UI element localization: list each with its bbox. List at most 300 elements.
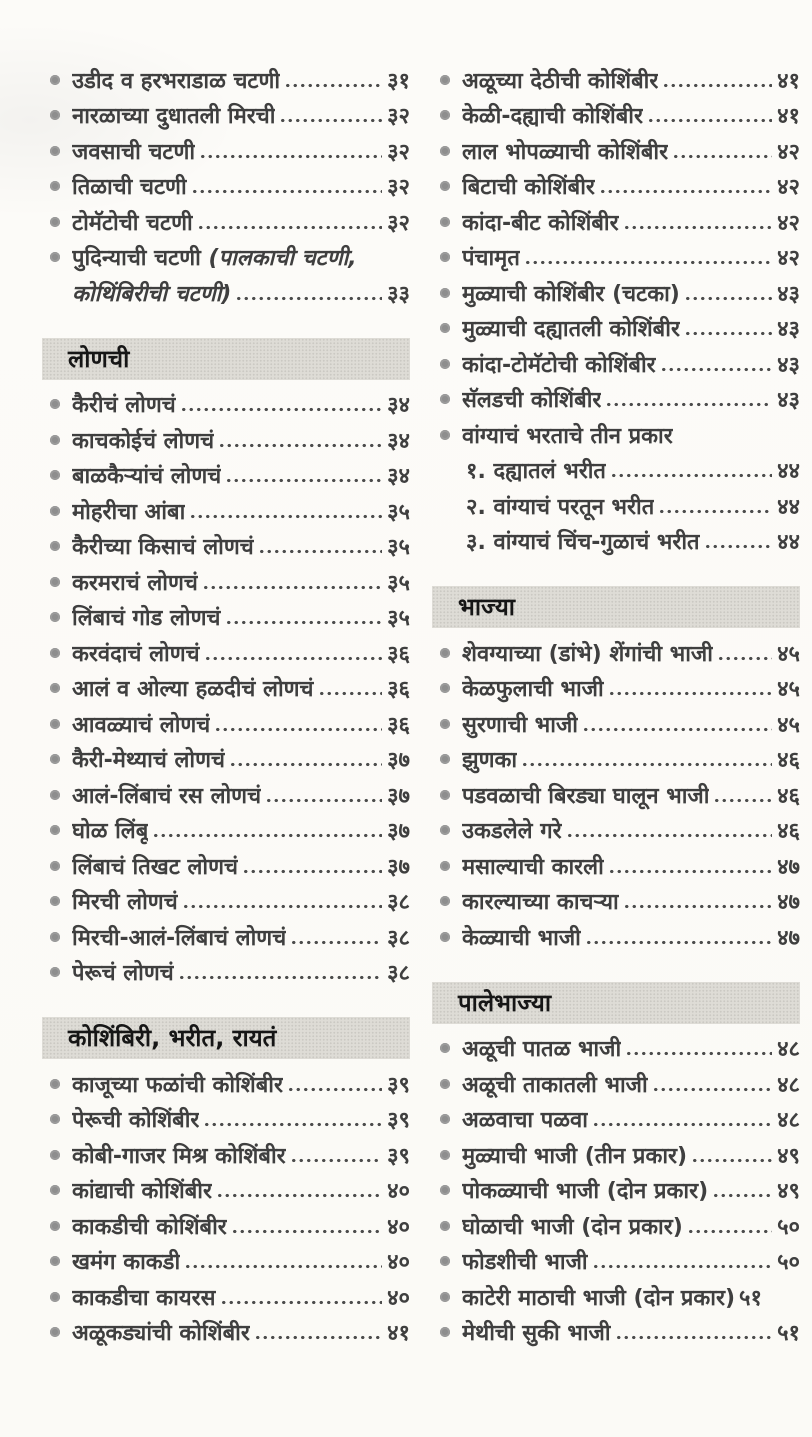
page-number: ४६ (777, 783, 800, 809)
page-number: ३२ (387, 104, 410, 130)
bullet-icon (440, 861, 450, 871)
toc-entry (42, 529, 410, 565)
toc-entry (432, 1173, 800, 1209)
entry-title: अळूची पातळ भाजी (462, 1037, 622, 1063)
dotted-leader (197, 223, 382, 232)
toc-entry (432, 813, 800, 849)
dotted-leader (204, 654, 382, 663)
bullet-icon (50, 1256, 60, 1266)
bullet-icon (50, 1114, 60, 1124)
page-number: ४५ (777, 677, 800, 703)
toc-entry (432, 706, 800, 742)
entry-title: घोळाची भाजी (दोन प्रकार) (462, 1214, 683, 1240)
dotted-leader (231, 1227, 382, 1236)
bullet-icon (50, 719, 60, 729)
dotted-leader (214, 725, 382, 734)
toc-entry (432, 1066, 800, 1102)
page-number: ४० (387, 1250, 410, 1276)
toc-entry (432, 1137, 800, 1173)
bullet-icon (440, 1292, 450, 1302)
toc-entry (432, 1279, 800, 1315)
page-number: ४१ (387, 1321, 410, 1347)
page-number: ३७ (387, 783, 410, 809)
page-number: ४४ (777, 494, 800, 520)
bullet-icon (440, 217, 450, 227)
page-number: ४२ (777, 139, 800, 165)
bullet-icon (440, 181, 450, 191)
bullet-icon (50, 146, 60, 156)
entry-title: कैरी-मेथ्याचं लोणचं (72, 748, 225, 774)
entry-title: घोळ लिंबू (72, 819, 149, 845)
page-number: ४७ (777, 854, 800, 880)
dotted-leader (524, 258, 772, 267)
dotted-leader (713, 796, 772, 805)
toc-entry (432, 62, 800, 98)
dotted-leader (691, 1156, 772, 1165)
dotted-leader (687, 1227, 772, 1236)
dotted-leader (265, 796, 382, 805)
bullet-icon (50, 932, 60, 942)
entry-title: पंचामृत (462, 246, 520, 272)
page-number: ४५ (777, 641, 800, 667)
entry-title: काकडीची कोशिंबीर (72, 1214, 227, 1240)
page-number: ४८ (777, 1108, 800, 1134)
dotted-leader (608, 689, 772, 698)
toc-entry (432, 1102, 800, 1138)
entry-title: कांदा-बीट कोशिंबीर (462, 210, 619, 236)
page-number: ४६ (777, 819, 800, 845)
entry-title: पेरूची कोशिंबीर (72, 1108, 200, 1134)
entry-title: काटेरी माठाची भाजी (दोन प्रकार) (462, 1285, 736, 1311)
dotted-leader (279, 116, 382, 125)
bullet-icon (50, 399, 60, 409)
bullet-icon (440, 1043, 450, 1053)
entry-title: काजूच्या फळांची कोशिंबीर (72, 1072, 283, 1098)
bullet-icon (440, 75, 450, 85)
toc-entry (42, 884, 410, 920)
bullet-icon (440, 719, 450, 729)
dotted-leader (290, 938, 382, 947)
entry-title: पोकळ्याची भाजी (दोन प्रकार) (462, 1179, 709, 1205)
entry-title: सुरणाची भाजी (462, 712, 578, 738)
toc-entry (42, 458, 410, 494)
entry-title: सॅलडची कोशिंबीर (462, 388, 602, 414)
bullet-icon (50, 110, 60, 120)
page-number: ३७ (387, 819, 410, 845)
entry-title: अळूच्या देठीची कोशिंबीर (462, 68, 659, 94)
dotted-leader (216, 1191, 382, 1200)
toc-entry (42, 204, 410, 240)
section-header: कोशिंबिरी, भरीत, रायतं (42, 1017, 410, 1059)
dotted-leader (180, 405, 382, 414)
dotted-leader (662, 81, 772, 90)
page-number: ३५ (387, 606, 410, 632)
dotted-leader (623, 223, 772, 232)
page-number: ३९ (387, 1072, 410, 1098)
dotted-leader (660, 365, 772, 374)
section-header: पालेभाज्या (432, 982, 800, 1024)
toc-entry (42, 1315, 410, 1351)
entry-title: मुळ्याची दह्यातली कोशिंबीर (462, 317, 680, 343)
dotted-leader (599, 187, 772, 196)
toc-entry (42, 564, 410, 600)
bullet-icon (440, 110, 450, 120)
toc-entry (42, 813, 410, 849)
page-number: ५१ (739, 1285, 762, 1311)
bullet-icon (440, 1079, 450, 1089)
bullet-icon (50, 506, 60, 516)
toc-entry (42, 493, 410, 529)
dotted-leader (318, 689, 383, 698)
entry-title: १. दह्यातलं भरीत (466, 459, 606, 485)
bullet-icon (50, 252, 60, 262)
bullet-icon (50, 648, 60, 658)
dotted-leader (566, 831, 773, 840)
toc-entry (42, 1102, 410, 1138)
dotted-leader (712, 1191, 772, 1200)
entry-title: पडवळाची बिरड्या घालून भाजी (462, 783, 710, 809)
page-number: ३५ (387, 535, 410, 561)
page-number: ४८ (777, 1037, 800, 1063)
page-number: ४१ (777, 104, 800, 130)
bullet-icon (440, 323, 450, 333)
dotted-leader (610, 471, 772, 480)
entry-title: करवंदाचं लोणचं (72, 641, 200, 667)
toc-entry (42, 955, 410, 991)
toc-entry (432, 98, 800, 134)
bullet-icon (50, 754, 60, 764)
bullet-icon (50, 75, 60, 85)
entry-title: लिंबाचं गोड लोणचं (72, 606, 221, 632)
toc-entry (42, 1208, 410, 1244)
toc-entry (42, 706, 410, 742)
page-number: ४३ (777, 317, 800, 343)
bullet-icon (50, 612, 60, 622)
page-number: ३८ (387, 961, 410, 987)
bullet-icon (50, 896, 60, 906)
dotted-leader (258, 547, 382, 556)
toc-entry (42, 1279, 410, 1315)
toc-entry (42, 133, 410, 169)
dotted-leader (704, 542, 773, 551)
entry-title: झुणका (462, 748, 518, 774)
dotted-leader (182, 902, 382, 911)
toc-entry (432, 488, 800, 524)
toc-column-1 (42, 62, 410, 1350)
toc-entry (432, 346, 800, 382)
dotted-leader (218, 441, 382, 450)
entry-title: पेरूचं लोणचं (72, 961, 174, 987)
entry-title: लिंबाचं तिखट लोणचं (72, 854, 238, 880)
bullet-icon (440, 288, 450, 298)
bullet-icon (50, 217, 60, 227)
toc-entry (42, 1244, 410, 1280)
page-number: ३६ (387, 677, 410, 703)
bullet-icon (50, 825, 60, 835)
entry-title: जवसाची चटणी (72, 139, 196, 165)
toc-columns (42, 62, 800, 1350)
section-header: भाज्या (432, 586, 800, 628)
page-number: ३१ (387, 68, 410, 94)
bullet-icon (50, 435, 60, 445)
dotted-leader (202, 583, 382, 592)
page-number: ४३ (777, 352, 800, 378)
bullet-icon (440, 1185, 450, 1195)
toc-entry (42, 98, 410, 134)
page-number: ३५ (387, 499, 410, 525)
entry-title: मसाल्याची कारली (462, 854, 604, 880)
entry-title: काचकोईचं लोणचं (72, 428, 215, 454)
dotted-leader (623, 902, 772, 911)
bullet-icon (440, 1221, 450, 1231)
page-number: ४८ (777, 1072, 800, 1098)
entry-title: बिटाची कोशिंबीर (462, 175, 595, 201)
page-number: ४० (387, 1285, 410, 1311)
dotted-leader (592, 1262, 773, 1271)
page-number: ४९ (777, 1143, 800, 1169)
toc-entry (42, 1173, 410, 1209)
dotted-leader (672, 152, 772, 161)
entry-title: शेवग्याच्या (डांभे) शेंगांची भाजी (462, 641, 713, 667)
dotted-leader (229, 760, 382, 769)
bullet-icon (440, 359, 450, 369)
page-number: ४० (387, 1179, 410, 1205)
bullet-icon (440, 146, 450, 156)
entry-title (72, 278, 231, 308)
page-number: ५१ (777, 1321, 800, 1347)
bullet-icon (440, 754, 450, 764)
dotted-leader (235, 294, 382, 303)
page-number: ३२ (387, 139, 410, 165)
toc-entry (432, 635, 800, 671)
toc-entry (42, 240, 410, 276)
bullet-icon (50, 470, 60, 480)
dotted-leader (225, 618, 383, 627)
bullet-icon (440, 1256, 450, 1266)
page-number: ४३ (777, 388, 800, 414)
toc-entry (42, 848, 410, 884)
page-number: ३८ (387, 925, 410, 951)
page-number: ४२ (777, 175, 800, 201)
entry-title: खमंग काकडी (72, 1250, 181, 1276)
dotted-leader (582, 725, 772, 734)
toc-entry (42, 169, 410, 205)
toc-entry (42, 387, 410, 423)
entry-title: कांदा-टोमॅटोची कोशिंबीर (462, 352, 656, 378)
toc-entry (432, 742, 800, 778)
toc-entry (432, 671, 800, 707)
page-number: ४४ (777, 530, 800, 556)
toc-entry (432, 311, 800, 347)
bullet-icon (50, 541, 60, 551)
page-number: ३६ (387, 712, 410, 738)
bullet-icon (440, 1114, 450, 1124)
dotted-leader (178, 973, 382, 982)
bullet-icon (440, 932, 450, 942)
page-number: ४० (387, 1214, 410, 1240)
entry-title: कैरीच्या किसाचं लोणचं (72, 535, 254, 561)
entry-title: बाळकैऱ्यांचं लोणचं (72, 464, 222, 490)
toc-entry (432, 777, 800, 813)
entry-title: मिरची-आलं-लिंबाचं लोणचं (72, 925, 287, 951)
dotted-leader (521, 760, 772, 769)
page-number: ४९ (777, 1179, 800, 1205)
bullet-icon (50, 861, 60, 871)
bullet-icon (50, 967, 60, 977)
toc-entry (432, 275, 800, 311)
page-number: ४६ (777, 748, 800, 774)
dotted-leader (242, 867, 382, 876)
toc-entry (432, 1244, 800, 1280)
toc-entry (42, 62, 410, 98)
bullet-icon (50, 1079, 60, 1089)
toc-entry (42, 777, 410, 813)
toc-entry (432, 133, 800, 169)
page-number: ३९ (387, 1108, 410, 1134)
entry-title: काकडीचा कायरस (72, 1285, 216, 1311)
toc-entry (432, 204, 800, 240)
bullet-icon (50, 790, 60, 800)
section-header: लोणची (42, 338, 410, 380)
entry-title: आलं व ओल्या हळदीचं लोणचं (72, 677, 314, 703)
dotted-leader (717, 654, 772, 663)
page-number: ३७ (387, 854, 410, 880)
toc-entry (42, 275, 410, 311)
entry-title: अळूकड्यांची कोशिंबीर (72, 1321, 250, 1347)
page-number: ५० (777, 1214, 800, 1240)
page-number: ४७ (777, 890, 800, 916)
page-number: ४२ (777, 246, 800, 272)
toc-entry (42, 600, 410, 636)
dotted-leader (290, 1156, 382, 1165)
dotted-leader (152, 831, 382, 840)
page-number: ५० (777, 1250, 800, 1276)
bullet-icon (50, 1292, 60, 1302)
toc-entry (432, 884, 800, 920)
toc-entry (432, 919, 800, 955)
page-number: ४७ (777, 925, 800, 951)
toc-entry (432, 848, 800, 884)
bullet-icon (50, 577, 60, 587)
bullet-icon (50, 1185, 60, 1195)
page-number: ४४ (777, 459, 800, 485)
entry-title: टोमॅटोची चटणी (72, 210, 193, 236)
bullet-icon (440, 1150, 450, 1160)
entry-title: मोहरीचा आंबा (72, 499, 186, 525)
bullet-icon (440, 683, 450, 693)
bullet-icon (440, 648, 450, 658)
page-number: ३६ (387, 641, 410, 667)
bullet-icon (50, 1221, 60, 1231)
entry-title: नारळाच्या दुधातली मिरची (72, 104, 276, 130)
entry-title: कारल्याच्या काचऱ्या (462, 890, 619, 916)
toc-entry (432, 524, 800, 560)
bullet-icon (440, 790, 450, 800)
page-number: ४१ (777, 68, 800, 94)
dotted-leader (225, 476, 382, 485)
bullet-icon (440, 252, 450, 262)
entry-title: केळी-दह्याची कोशिंबीर (462, 104, 643, 130)
entry-title: मेथीची सुकी भाजी (462, 1321, 611, 1347)
page-number: ४२ (777, 210, 800, 236)
toc-entry (432, 1031, 800, 1067)
entry-title: मुळ्याची भाजी (तीन प्रकार) (462, 1143, 688, 1169)
entry-title: कैरीचं लोणचं (72, 393, 176, 419)
page-number: ३२ (387, 175, 410, 201)
bullet-icon (50, 683, 60, 693)
dotted-leader (658, 507, 772, 516)
dotted-leader (585, 938, 772, 947)
entry-title: ३. वांग्याचं चिंच-गुळाचं भरीत (466, 530, 700, 556)
toc-entry (432, 382, 800, 418)
toc-entry (42, 635, 410, 671)
entry-note: (पालकाची चटणी, (200, 246, 357, 272)
toc-entry (42, 422, 410, 458)
entry-title: पुदिन्याची चटणी (पालकाची चटणी, (72, 246, 357, 272)
dotted-leader (284, 81, 382, 90)
toc-entry (432, 417, 800, 453)
entry-title: २. वांग्याचं परतून भरीत (466, 494, 655, 520)
page-number: ३४ (387, 393, 410, 419)
page-number: ३४ (387, 428, 410, 454)
toc-entry (42, 742, 410, 778)
toc-column-2 (432, 62, 800, 1350)
entry-title: केळ्याची भाजी (462, 925, 581, 951)
entry-title: कांद्याची कोशिंबीर (72, 1179, 212, 1205)
bullet-icon (440, 825, 450, 835)
dotted-leader (203, 1120, 382, 1129)
dotted-leader (605, 400, 772, 409)
dotted-leader (191, 187, 382, 196)
page-number: ३४ (387, 464, 410, 490)
page-number: ३८ (387, 890, 410, 916)
dotted-leader (608, 867, 772, 876)
page-number: ३३ (387, 281, 410, 307)
dotted-leader (652, 1085, 772, 1094)
dotted-leader (625, 1049, 772, 1058)
entry-title: मुळ्याची कोशिंबीर (चटका) (462, 281, 680, 307)
entry-title: उकडलेले गरे (462, 819, 562, 845)
entry-title: फोडशीची भाजी (462, 1250, 588, 1276)
page-number: ४५ (777, 712, 800, 738)
toc-entry (432, 169, 800, 205)
entry-title: अळूची ताकातली भाजी (462, 1072, 648, 1098)
page-number: ३२ (387, 210, 410, 236)
toc-entry (42, 1137, 410, 1173)
dotted-leader (184, 1262, 382, 1271)
dotted-leader (615, 1333, 773, 1342)
entry-title: तिळाची चटणी (72, 175, 187, 201)
entry-title: आलं-लिंबाचं रस लोणचं (72, 783, 262, 809)
entry-title: अळवाचा पळवा (462, 1108, 588, 1134)
bullet-icon (440, 394, 450, 404)
bullet-icon (50, 1327, 60, 1337)
dotted-leader (647, 116, 772, 125)
entry-title: वांग्याचं भरताचे तीन प्रकार (462, 423, 673, 449)
bullet-icon (440, 430, 450, 440)
toc-entry (432, 453, 800, 489)
dotted-leader (684, 294, 772, 303)
entry-title: आवळ्याचं लोणचं (72, 712, 211, 738)
dotted-leader (189, 512, 382, 521)
toc-entry (42, 919, 410, 955)
bullet-icon (440, 896, 450, 906)
entry-note: कोथिंबिरीची चटणी) (72, 281, 232, 307)
entry-title: करमराचं लोणचं (72, 570, 198, 596)
bullet-icon (440, 1327, 450, 1337)
entry-title: केळफुलाची भाजी (462, 677, 604, 703)
bullet-icon (50, 181, 60, 191)
